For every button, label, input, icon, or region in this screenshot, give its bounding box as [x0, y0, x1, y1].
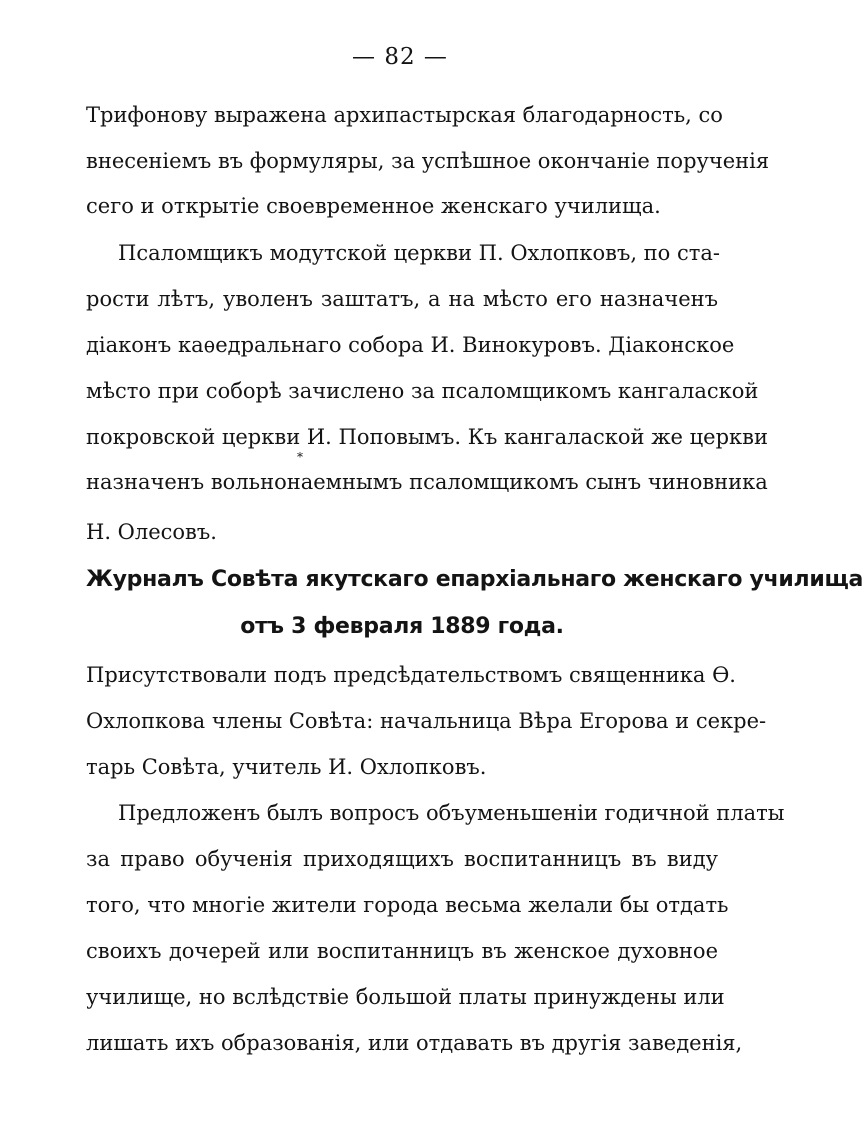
text-line: рости лѣтъ, уволенъ заштатъ, а на мѣсто его назначенъ [86, 287, 718, 311]
text-line: Псаломщикъ модутской церкви П. Охлопковъ, по ста- [118, 241, 720, 265]
text-line: мѣсто при соборѣ зачислено за псаломщикомъ кангалаской [86, 379, 759, 403]
text-line: за право обученія приходящихъ воспитанницъ въ виду [86, 847, 718, 871]
text-line: сего и открытіе своевременное женскаго училища. [86, 194, 661, 218]
text-line: діаконъ каѳедральнаго собора И. Винокуровъ. Діаконское [86, 333, 735, 357]
text-line: своихъ дочерей или воспитанницъ въ женское духовное [86, 939, 718, 963]
text-line: училище, но вслѣдствіе большой платы принуждены или [86, 985, 725, 1009]
text-line: Охлопкова члены Совѣта: начальница Вѣра Егорова и секре- [86, 709, 767, 733]
journal-heading: Журналъ Совѣта якутскаго епархіальнаго женскаго училища [86, 567, 863, 592]
page-number: — 82 — [352, 44, 448, 70]
text-line: тарь Совѣта, учитель И. Охлопковъ. [86, 755, 487, 779]
text-line: Н. Олесовъ. [86, 520, 217, 544]
text-line: внесеніемъ въ формуляры, за успѣшное окончаніе порученія [86, 149, 770, 173]
text-line: Трифонову выражена архипастырская благодарность, со [86, 103, 723, 127]
text-line: лишать ихъ образованія, или отдавать въ другія заведенія, [86, 1031, 743, 1055]
journal-date-heading: отъ 3 февраля 1889 года. [240, 614, 564, 639]
text-line: покровской церкви И. Поповымъ. Къ кангалаской же церкви [86, 425, 768, 449]
text-line: назначенъ вольнонаемнымъ псаломщикомъ сынъ чиновника [86, 470, 768, 494]
text-line: того, что многіе жители города весьма желали бы отдать [86, 893, 729, 917]
footnote-mark: * [297, 450, 303, 464]
text-line: Присутствовали подъ предсѣдательствомъ священника Ѳ. [86, 663, 736, 687]
text-line: Предложенъ былъ вопросъ объуменьшеніи годичной платы [118, 801, 785, 825]
